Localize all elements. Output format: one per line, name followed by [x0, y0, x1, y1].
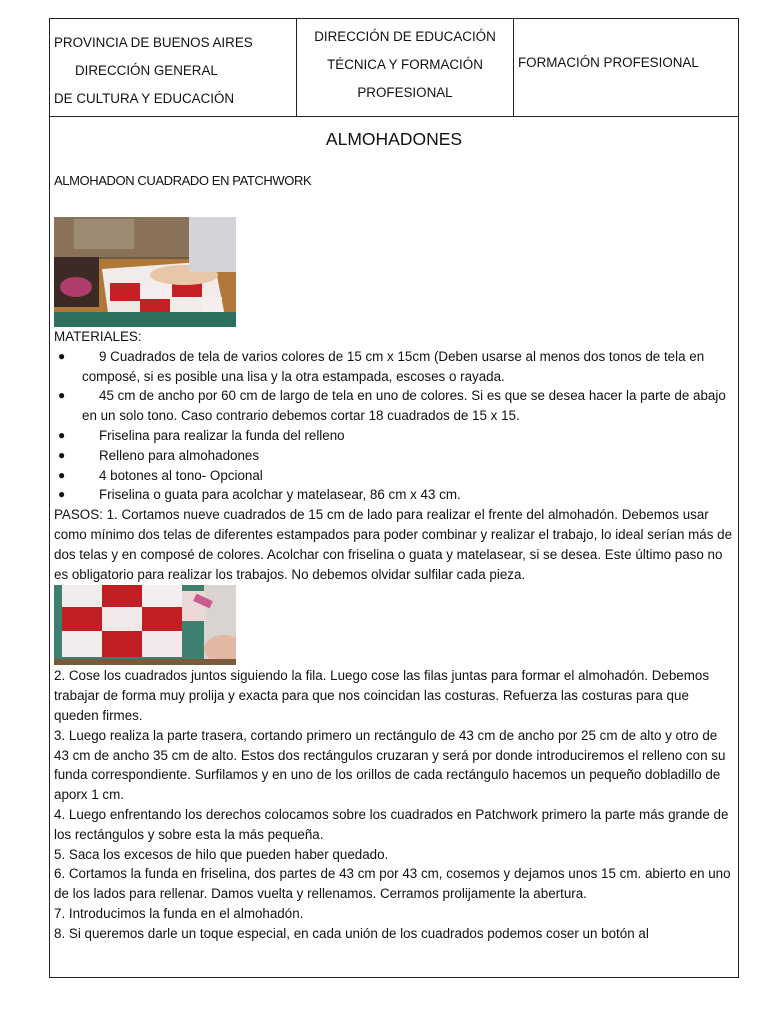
step-3: 3. Luego realiza la parte trasera, cortando primero un rectángulo de 43 cm de ancho por 25 cm de alto y otro de 43 cm de ancho 35 cm de alto. Estos dos rectángulos cruzaran y será por donde introduciremos el relleno con su funda correspondiente. Surfilamos y en uno de los orillos de cada rectángulo hacemos un pequeño dobladillo de aporx 1 cm. [54, 727, 726, 803]
bullet-icon: ● [58, 348, 66, 363]
step-1: PASOS: 1. Cortamos nueve cuadrados de 15 cm de lado para realizar el frente del almohadón. Debemos usar como mínimo dos telas de diferentes estampados para poder combinar y realizar el trabajo, lo ideal serían más de dos telas y en composé de colores. Acolchar con friselina o guata y matelasear, si se desea. Este último paso no es obligatorio para realizar los trabajos. No debemos olvidar sulfilar cada pieza. [54, 507, 733, 582]
materials-heading: MATERIALES: [54, 329, 142, 344]
step-4: 4. Luego enfrentando los derechos colocamos sobre los cuadrados en Patchwork primero la parte más grande de los rectángulos y sobre esta la más pequeña. [54, 806, 729, 842]
header-direction-line1: DIRECCIÓN DE EDUCACIÓN [314, 29, 496, 44]
header-institution [50, 19, 297, 116]
bullet-icon: ● [58, 388, 66, 403]
document-header [50, 19, 738, 117]
header-direction [297, 19, 514, 116]
bullet-icon: ● [58, 487, 66, 502]
header-program-name: FORMACIÓN PROFESIONAL [518, 55, 699, 70]
materials-item: ● 4 botones al tono- Opcional [54, 466, 734, 486]
materials-list [54, 347, 734, 505]
step-2: 2. Cose los cuadrados juntos siguiendo la fila. Luego cose las filas juntas para formar el almohadón. Debemos trabajar de forma muy prolija y exacta para que nos coincidan las costuras. Refuerza las costuras para que queden firmes. [54, 668, 710, 723]
bullet-icon: ● [58, 427, 66, 442]
materials-item: ● 45 cm de ancho por 60 cm de largo de tela en uno de colores. Si es que se desea hacer la parte de abajo en un solo tono. Caso contrario debemos cortar 18 cuadrados de 15 x 15. [58, 388, 726, 424]
header-province: PROVINCIA DE BUENOS AIRES [54, 35, 253, 50]
header-direction-line3: PROFESIONAL [357, 85, 453, 100]
header-direction-line2: TÉCNICA Y FORMACIÓN [327, 57, 483, 72]
bullet-icon: ● [58, 467, 66, 482]
page-title: ALMOHADONES [325, 129, 463, 149]
bullet-icon: ● [58, 447, 66, 462]
steps-section [54, 666, 734, 943]
materials-section [54, 327, 734, 584]
patchwork-ironing-photo [54, 217, 236, 327]
materials-item: ● Relleno para almohadones [54, 446, 734, 466]
document-body [50, 129, 738, 944]
materials-item: ● Friselina o guata para acolchar y matelasear, 86 cm x 43 cm. [54, 485, 734, 505]
materials-item: ● 9 Cuadrados de tela de varios colores de 15 cm x 15cm (Deben usarse al menos dos tonos de tela en composé, si es posible una lisa y la otra estampada, escoses o rayada. [58, 348, 705, 384]
document-frame [49, 18, 739, 978]
step-8: 8. Si queremos darle un toque especial, en cada unión de los cuadrados podemos coser un botón al [54, 925, 649, 941]
section-subtitle: ALMOHADON CUADRADO EN PATCHWORK [54, 173, 312, 188]
materials-item: ● Friselina para realizar la funda del relleno [54, 426, 734, 446]
header-culture: DE CULTURA Y EDUCACIÓN [54, 91, 235, 106]
header-general-direction: DIRECCIÓN GENERAL [75, 63, 218, 78]
step-5: 5. Saca los excesos de hilo que pueden haber quedado. [54, 846, 389, 862]
step-6: 6. Cortamos la funda en friselina, dos partes de 43 cm por 43 cm, cosemos y dejamos unos 15 cm. abierto en uno de los lados para rellenar. Damos vuelta y rellenamos. Cerramos prolijamente la abertura. [54, 866, 731, 902]
patchwork-squares-photo [54, 585, 236, 665]
step-7: 7. Introducimos la funda en el almohadón. [54, 905, 304, 921]
header-program [514, 19, 738, 116]
